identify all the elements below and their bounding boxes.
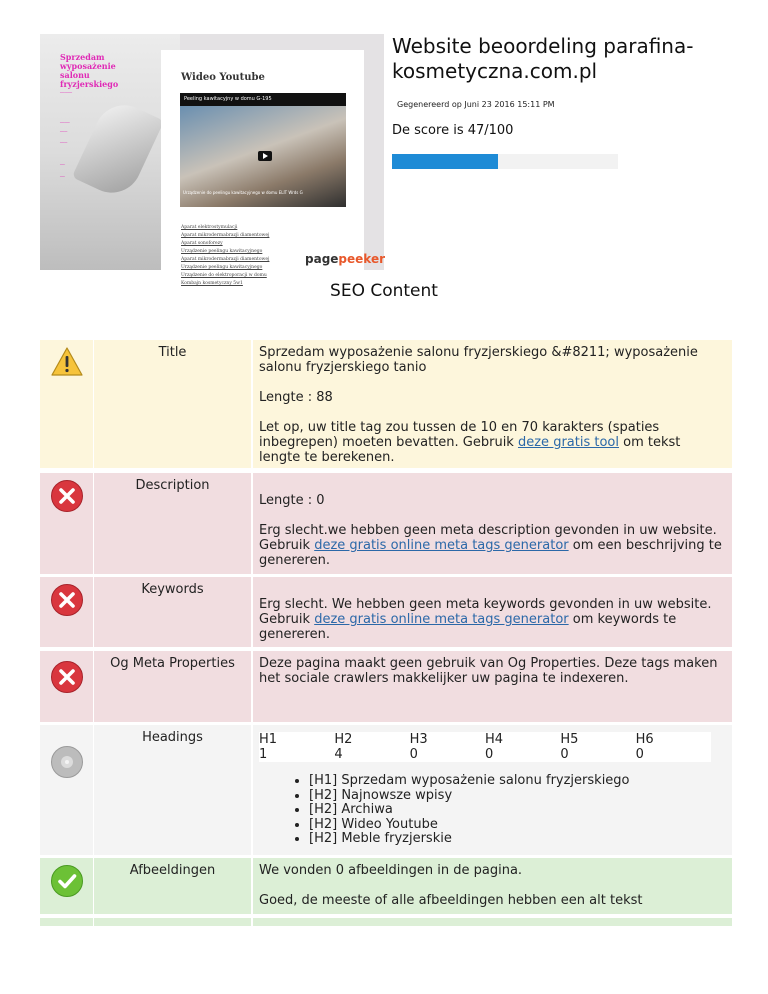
list-item: • [H2] Wideo Youtube <box>309 818 722 833</box>
thumbnail-link: Aparat elektrostymulacji <box>181 225 238 230</box>
heading-count: 0 <box>484 747 494 762</box>
heading-count: 0 <box>409 747 418 762</box>
score-bar-fill <box>392 154 498 169</box>
row-images <box>40 858 732 914</box>
row-og-properties <box>40 651 732 722</box>
heading-tag: H1 <box>259 732 278 747</box>
list-item: • [H2] Najnowsze wpisy <box>309 789 722 804</box>
row-label: Afbeeldingen <box>94 858 251 914</box>
thumbnail-site-name: Sprzedam wyposażenie salonu fryzjerskiego <box>60 52 119 89</box>
thumbnail-link: Kombajn kosmetyczny 5w1 <box>181 281 243 286</box>
meta-generator-link[interactable]: deze gratis online meta tags generator <box>314 612 569 627</box>
heading-count: 0 <box>635 747 644 762</box>
heading-count: 1 <box>259 747 268 762</box>
row-headings <box>40 725 732 855</box>
generated-date: Gegenereerd op Juni 23 2016 15:11 PM <box>397 100 555 109</box>
report-title: Website beoordeling parafina-kosmetyczna.com.pl <box>392 34 694 83</box>
thumbnail-link: Aparat sonoforezy <box>181 241 223 246</box>
images-text: We vonden 0 afbeeldingen in de pagina. <box>259 863 523 878</box>
meta-generator-link[interactable]: deze gratis online meta tags generator <box>314 538 569 553</box>
title-text: Sprzedam wyposażenie salonu fryzjerskiego &#8211; wyposażenie salonu fryzjerskiego tanio <box>259 345 698 375</box>
score-text: De score is 47/100 <box>392 123 514 138</box>
check-icon <box>50 864 84 898</box>
row-label: Headings <box>94 725 251 855</box>
thumbnail-card-title: Wideo Youtube <box>181 72 265 83</box>
heading-count: 4 <box>334 747 343 762</box>
section-title: SEO Content <box>330 281 438 301</box>
thumbnail-link: Urządzenie peelingu kawitacyjnego <box>181 249 263 254</box>
score-bar <box>392 154 618 169</box>
heading-count: 0 <box>560 747 569 762</box>
thumbnail-link: Urządzenie do elektroporacji w domu <box>181 273 267 278</box>
free-tool-link[interactable]: deze gratis tool <box>517 435 619 450</box>
description-length: Lengte : 0 <box>259 493 325 508</box>
list-item: • [H2] Meble fryzjerskie <box>309 832 722 847</box>
heading-tag: H3 <box>409 732 428 747</box>
neutral-disc-icon <box>50 745 84 779</box>
video-caption: Urządzenie do peelingu kawitacyjnego w domu ELIT Wrds G <box>183 190 303 195</box>
headings-table <box>259 732 711 762</box>
thumbnail-link: Urządzenie peelingu kawitacyjnego <box>181 265 263 270</box>
thumbnail-link: Aparat mikrodermabrazji diamentowej <box>181 233 270 238</box>
video-title: Peeling kawitacyjny w domu G-195 <box>180 93 346 106</box>
pagepeeker-logo: pagepeeker <box>305 252 386 266</box>
play-icon <box>258 151 272 161</box>
thumbnail-card <box>161 50 364 286</box>
row-label: Description <box>94 473 251 574</box>
headings-list <box>309 774 722 847</box>
website-screenshot: Sprzedam wyposażenie salonu fryzjerskiego ───── ──── ─── ─── ── ── Wideo Youtube Peeling kawitacyjny w domu G-195 Urządzenie do peelingu kawitacyjnego w domu ELIT Wrds G Aparat elektrostymulacji Aparat mikrodermabrazji diamentowej Aparat sonoforezy Urządzenie peelingu kawitacyjnego Aparat mikrodermabrazji diamentowej Urządzenie peelingu kawitacyjnego Urządzenie do elektroporacji w domu Kombajn kosmetyczny 5w1 pagepeeker <box>40 34 384 270</box>
row-title: Title Sprzedam wyposażenie salonu fryzjerskiego &#8211; wyposażenie salonu fryzjerskiego tanio Lengte : 88 Let op, uw title tag zou tussen de 10 en 70 karakters (spaties inbegrepen) moeten bevatten. Gebruik deze gratis tool om tekst lengte te berekenen. <box>40 340 732 468</box>
heading-tag: H4 <box>484 732 504 747</box>
error-icon <box>50 660 84 694</box>
images-note: Goed, de meeste of alle afbeeldingen hebben een alt tekst <box>259 893 643 908</box>
row-label: Og Meta Properties <box>94 651 251 722</box>
heading-tag: H2 <box>334 732 353 747</box>
og-text: Deze pagina maakt geen gebruik van Og Properties. Deze tags maken het sociale crawlers makkelijker uw pagina te indexeren. <box>259 656 718 686</box>
list-item: • [H1] Sprzedam wyposażenie salonu fryzjerskiego <box>309 774 722 789</box>
warning-icon <box>50 345 84 379</box>
heading-tag: H5 <box>560 732 579 747</box>
row-label: Keywords <box>94 577 251 647</box>
thumbnail-video <box>180 93 346 207</box>
error-icon <box>50 583 84 617</box>
row-keywords: Keywords Erg slecht. We hebben geen meta keywords gevonden in uw website. Gebruik deze gratis online meta tags generator om keywords te genereren. <box>40 577 732 647</box>
row-label: Title <box>94 340 251 468</box>
error-icon <box>50 479 84 513</box>
heading-tag: H6 <box>635 732 654 747</box>
list-item: • [H2] Archiwa <box>309 803 722 818</box>
title-length: Lengte : 88 <box>259 390 333 405</box>
thumbnail-link: Aparat mikrodermabrazji diamentowej <box>181 257 270 262</box>
row-next <box>40 918 732 926</box>
row-description: Description Lengte : 0 Erg slecht.we hebben geen meta description gevonden in uw website. Gebruik deze gratis online meta tags generator om een beschrijving te genereren. <box>40 473 732 574</box>
